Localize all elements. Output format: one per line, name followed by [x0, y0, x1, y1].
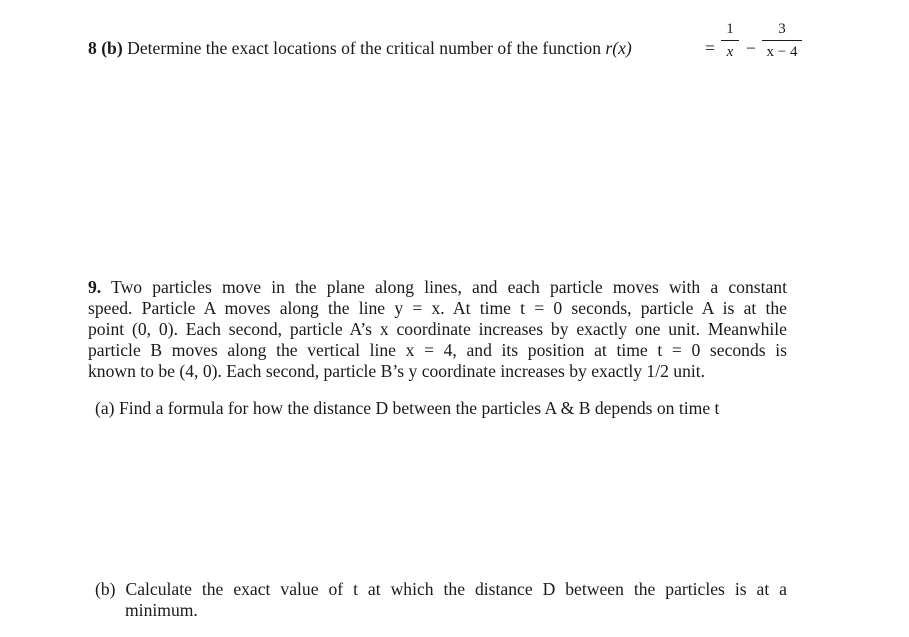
part-b-label: (b) [95, 579, 116, 599]
problem-9-line-5: known to be (4, 0). Each second, particle B’s y coordinate increases by exactly 1/2 unit. [88, 361, 706, 381]
problem-8-equals-sign: = [705, 38, 715, 58]
fraction-1-numerator: 1 [726, 21, 734, 37]
fraction-1-bar [721, 40, 739, 41]
problem-8-number: 8 [88, 38, 97, 58]
fraction-2-denominator: x − 4 [766, 44, 798, 60]
problem-8-statement [88, 38, 632, 59]
problem-8-function-name: r(x) [605, 38, 632, 58]
part-b-text-line-1: Calculate the exact value of t at which the distance D between the particles is at a [125, 579, 787, 599]
problem-8-fraction-1 [721, 21, 739, 61]
problem-9-line-2: speed. Particle A moves along the line y = x. At time t = 0 seconds, particle A is at the [88, 298, 787, 318]
problem-9-line-3: point (0, 0). Each second, particle A’s x coordinate increases by exactly one unit. Meanwhile [88, 319, 787, 339]
problem-8-part-label: (b) [101, 38, 123, 58]
fraction-1-denominator: x [726, 44, 734, 60]
problem-9-line-4: particle B moves along the vertical line x = 4, and its position at time t = 0 seconds is [88, 340, 787, 360]
problem-9-line-1: 9. Two particles move in the plane along lines, and each particle moves with a constant [88, 277, 787, 297]
problem-9-number: 9. [88, 277, 102, 297]
fraction-2-bar [762, 40, 802, 41]
part-a-text: Find a formula for how the distance D between the particles A & B depends on time t [118, 398, 720, 418]
part-b-text-line-2: minimum. [125, 600, 198, 620]
problem-9-part-a [95, 398, 719, 419]
problem-8-fraction-2 [762, 21, 802, 61]
fraction-2-numerator: 3 [778, 21, 786, 37]
problem-9-part-b [95, 579, 787, 600]
part-a-label: (a) [95, 398, 115, 418]
problem-8-text: Determine the exact locations of the critical number of the function [127, 38, 601, 58]
problem-8-minus-sign: − [746, 38, 756, 58]
